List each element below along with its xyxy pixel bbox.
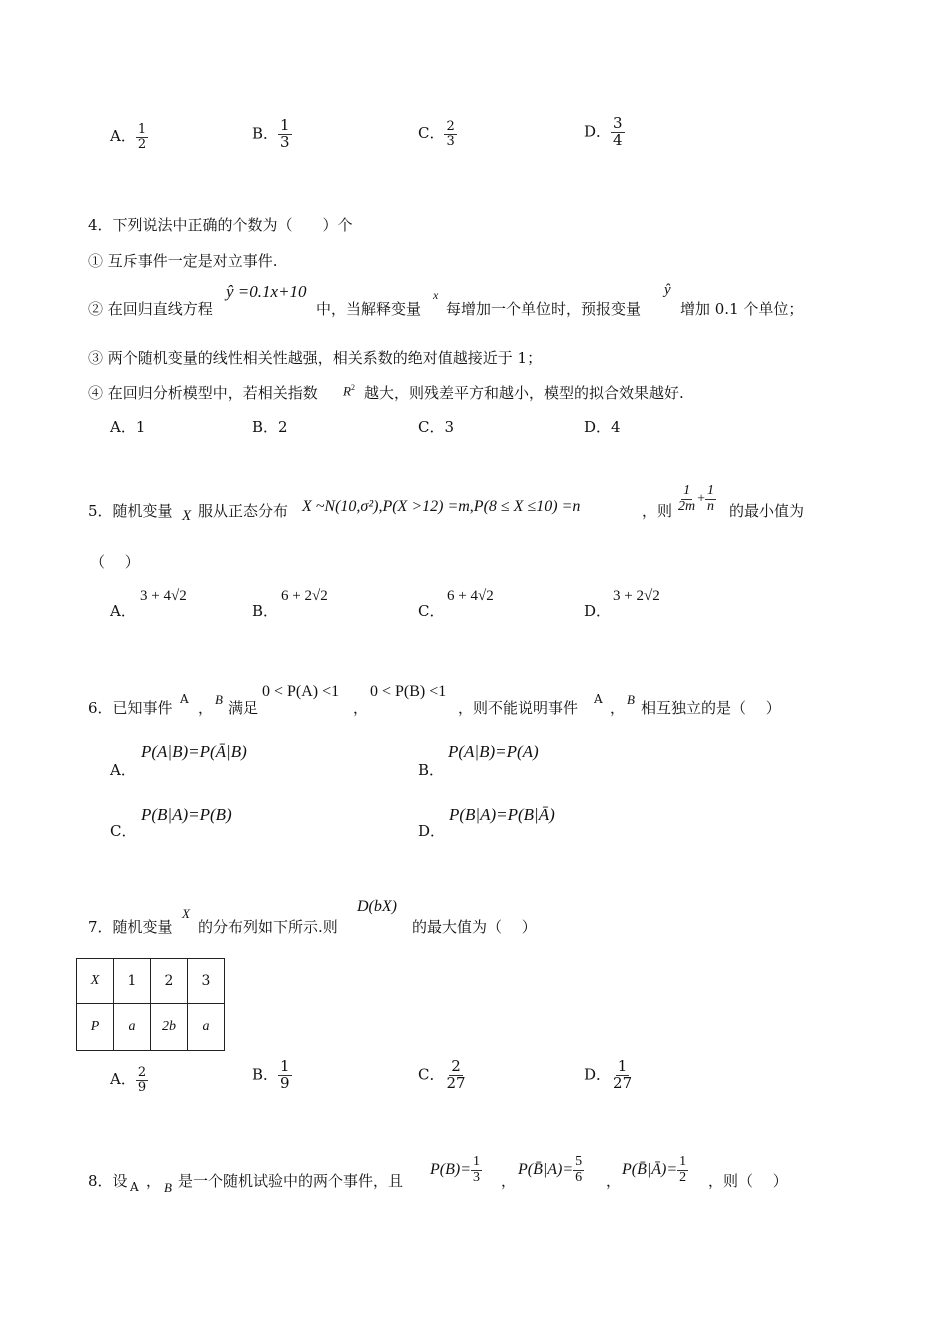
q4-variable-x: x [433, 288, 439, 302]
q4-statement-1: ① 互斥事件一定是对立事件. [88, 252, 278, 270]
q8-separator: ， [146, 1172, 162, 1190]
q6-stem-mid: 满足 [228, 699, 259, 717]
q4-statement-2-mid2: 每增加一个单位时，预报变量 [446, 300, 642, 318]
q4-statement-4-suffix: 越大，则残差平方和越小，模型的拟合效果越好. [364, 384, 684, 402]
q6-event-b: B [215, 692, 223, 707]
q4-statement-3: ③ 两个随机变量的线性相关性越强，相关系数的绝对值越接近于 1； [88, 349, 543, 367]
q4-option-d: D．4 [584, 418, 621, 436]
q8-event-a: A [130, 1180, 139, 1194]
q7-option-b: B． $\frac{1}{9}$ [252, 1057, 290, 1092]
q6-option-b-label: B． [418, 761, 445, 779]
q7-stem-prefix: 7．随机变量 [88, 918, 173, 936]
q5-comma: ，则 [642, 502, 673, 520]
q5-option-a-value: 3 + 4√2 [140, 588, 187, 604]
q6-stem-mid2: ，则不能说明事件 [458, 699, 579, 717]
q8-probability-1: P(B)= $\frac{1}{3}$ [430, 1154, 480, 1185]
q4-statement-2-prefix: ② 在回归直线方程 [88, 300, 213, 318]
table-cell: a [188, 1004, 225, 1051]
q8-probability-3: P(B̄|Ā)= $\frac{1}{2}$ [622, 1154, 687, 1185]
table-cell: X [77, 959, 114, 1004]
q6-option-b-value: P(A|B)=P(A) [448, 742, 539, 761]
q4-option-b: B．2 [252, 418, 288, 436]
q5-option-c-label: C． [418, 602, 445, 620]
q7-stem-mid: 的分布列如下所示.则 [198, 918, 338, 936]
q8-event-b: B [164, 1180, 172, 1195]
q5-option-b-value: 6 + 2√2 [281, 588, 328, 604]
q5-expression: $\frac{1}{2m}$ + $\frac{1}{n}$ [678, 483, 715, 514]
q7-option-d: D． $\frac{1}{27}$ [584, 1057, 633, 1092]
q4-option-c: C．3 [418, 418, 455, 436]
table-row [77, 959, 225, 1004]
q5-distribution-formula: X ~N(10,σ²),P(X >12) =m,P(8 ≤ X ≤10) =n [302, 498, 581, 515]
table-cell: 2b [151, 1004, 188, 1051]
q8-stem-suffix: ，则（ ） [708, 1172, 788, 1190]
q3-option-d: D． $\frac{3}{4}$ [584, 114, 623, 149]
q3-option-c: C． $\frac{2}{3}$ [418, 119, 455, 149]
table-cell: P [77, 1004, 114, 1051]
q6-option-d-value: P(B|A)=P(B|Ā) [449, 805, 555, 824]
q6-event-a: A [180, 692, 189, 706]
q6-separator: ， [198, 699, 214, 717]
q4-statement-2-suffix: 增加 0.1 个单位； [680, 300, 804, 318]
q5-paren: （ ） [90, 553, 140, 571]
q5-option-a-label: A． [110, 602, 136, 620]
q4-regression-equation: ŷ =0.1x+10 [226, 282, 307, 301]
q7-variable-x: X [182, 906, 190, 921]
q6-option-c-label: C． [110, 822, 137, 840]
q5-stem-suffix: 的最小值为 [729, 502, 805, 520]
table-cell: 2 [151, 959, 188, 1004]
q5-variable-x: X [182, 508, 192, 524]
q6-separator-2: ， [353, 699, 369, 717]
q5-option-d-label: D． [584, 602, 612, 620]
q6-event-b-2: B [627, 692, 635, 707]
q8-separator-3: ， [606, 1172, 622, 1190]
q7-option-a: A． $\frac{2}{9}$ [110, 1065, 147, 1095]
q6-condition-2: 0 < P(B) <1 [370, 683, 447, 700]
q5-option-c-value: 6 + 4√2 [447, 588, 494, 604]
q8-stem-prefix: 8．设 [88, 1172, 128, 1190]
q7-variance-expression: D(bX) [357, 898, 397, 915]
q8-separator-2: ， [501, 1172, 517, 1190]
q5-stem-mid: 服从正态分布 [198, 502, 289, 520]
table-cell: 3 [188, 959, 225, 1004]
q4-statement-2-mid: 中，当解释变量 [316, 300, 422, 318]
q6-option-d-label: D． [418, 822, 446, 840]
q5-option-b-label: B． [252, 602, 279, 620]
q4-variable-yhat: ŷ [664, 282, 671, 298]
q4-r-squared: $R^2$ [343, 383, 355, 399]
q3-option-b: B． $\frac{1}{3}$ [252, 116, 290, 151]
q8-stem-mid: 是一个随机试验中的两个事件，且 [178, 1172, 404, 1190]
q6-event-a-2: A [594, 692, 603, 706]
table-cell: a [114, 1004, 151, 1051]
q6-condition-1: 0 < P(A) <1 [262, 683, 340, 700]
q8-probability-2: P(B̄|A)= $\frac{5}{6}$ [518, 1154, 583, 1185]
q6-option-a-label: A． [110, 761, 136, 779]
table-row [77, 1004, 225, 1051]
q4-option-a: A．1 [110, 418, 146, 436]
q6-option-a-value: P(A|B)=P(Ā|B) [141, 742, 247, 761]
q3-option-a: A． $\frac{1}{2}$ [110, 122, 147, 152]
q7-option-c: C． $\frac{2}{27}$ [418, 1057, 466, 1092]
q6-separator-3: ， [610, 699, 626, 717]
q5-stem-prefix: 5．随机变量 [88, 502, 173, 520]
q5-option-d-value: 3 + 2√2 [613, 588, 660, 604]
q7-distribution-table [76, 958, 225, 1051]
q6-stem-prefix: 6．已知事件 [88, 699, 173, 717]
q6-stem-suffix: 相互独立的是（ ） [641, 699, 781, 717]
q4-stem: 4．下列说法中正确的个数为（ ）个 [88, 216, 353, 234]
q6-option-c-value: P(B|A)=P(B) [141, 805, 232, 824]
q7-stem-suffix: 的最大值为（ ） [412, 918, 537, 936]
table-cell: 1 [114, 959, 151, 1004]
q4-statement-4-prefix: ④ 在回归分析模型中，若相关指数 [88, 384, 318, 402]
